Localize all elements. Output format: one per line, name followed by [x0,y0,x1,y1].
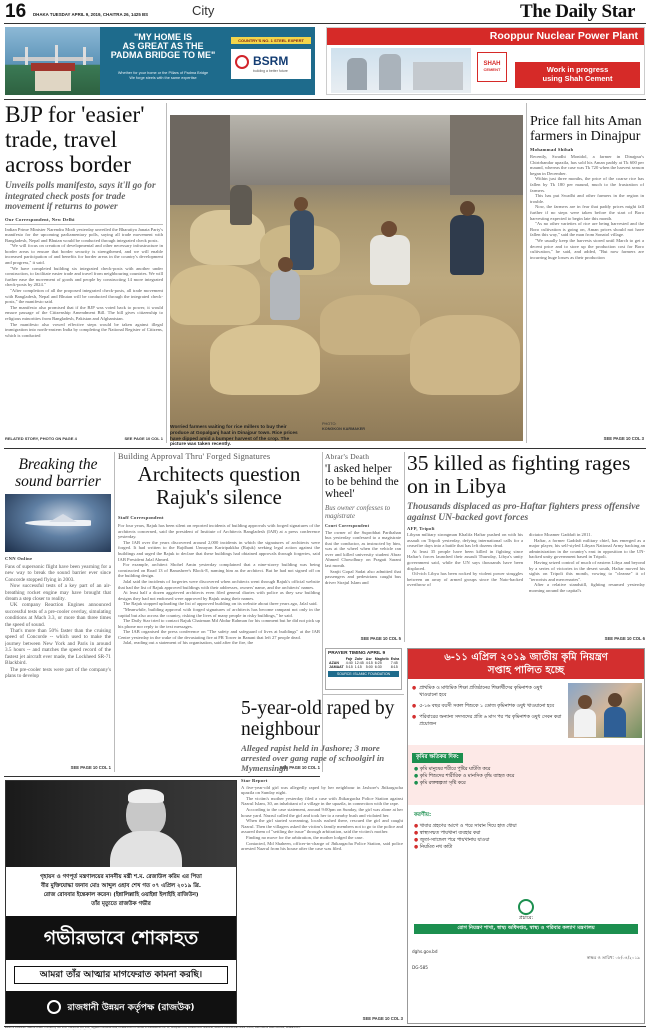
paragraph: Jalal, reading out a statement of his organisation, said after the fire, the [123,640,254,646]
farmer-figure [290,210,314,270]
bjp-headline[interactable]: BJP for 'easier' trade, travel across border [5,103,145,178]
bullet-icon: ● [414,831,420,836]
abrar-headline[interactable]: 'I asked helper to be behind the wheel' [325,463,399,500]
libya-body-col-2 [529,532,645,594]
price-byline: Mohammad Shihab [530,147,574,152]
rajuk-continued-link[interactable]: SEE PAGE 10 COL 1 [279,765,320,770]
paragraph: Fans of supersonic flight have been yearning for a new way to break the sound barrier ever since Concorde stopped flying in 2003. [5,564,111,583]
paragraph: Now successful tests of a key part of an air-breathing rocket engine may have brought that dream a step closer to reality. [5,583,111,603]
bsrm-ad[interactable] [5,27,315,95]
paragraph: For four years, Rajuk has been silent on reported incidents of building approvals with forged signatures of the architects concerned, said the president of Institute of Architects Bangladesh (IAB) at a press conference yesterday. [118,523,320,540]
list-item: ● খাবার গ্রহণের আগে ও পরে সাবান দিয়ে হাত ধোয়া [414,824,517,829]
paragraph: For example, architect Shohel Amin yesterday complained that a nine-storey building was being constructed on Road 13 of Banashree's Block-E, naming him as the architect. But he had not signed off on the building design. [118,562,320,579]
paragraph: The IAB organised the press conference on "The safety and safeguard of lives at buildings" at the IAB Centre yesterday in the wake of the devastating fire at FR Tower in Banani that left 27 people dead. [118,629,320,640]
paragraph: Now, the farmers are in fear that paddy prices might fall further if no steps were taken before the start of Boro harvesting expected to begin late this month. [530,204,644,221]
paragraph: The manifesto also promised that if the BJP was voted back to power, it would ensure passage of the Citizenship Amendment Bill. The bill gives citizenship to religious minorities from Bangladesh, Pakistan and Afghanistan. [5,304,163,321]
table-row: Fajr Zohr Asr Maghrib Esha [345,657,400,661]
related-story-link[interactable]: RELATED STORY, PHOTO ON PAGE 4 [5,436,77,441]
obituary-prayer: আমরা তাঁর আত্মার মাগফেরাত কামনা করছি। [14,966,228,984]
libya-byline: AFP, Tripoli [407,526,435,531]
harm-section [408,745,644,805]
paragraph: Libyan military strongman Khalifa Haftar pushed on with his assault on Tripoli yesterday, defying international calls for a ceasefire days into a battle that has left dozens dead. [407,532,523,549]
list-item: ● কৃমি রক্তস্বল্পতা সৃষ্টি করে [414,781,466,786]
main-photo [170,115,523,441]
rape-deck: Alleged rapist held in Jashore; 3 more arrested over gang rape of schoolgirl in Mymensingh [241,743,385,774]
rape-continued-link[interactable]: SEE PAGE 10 COL 3 [362,1016,403,1021]
continued-link[interactable]: SEE PAGE 10 COL 1 [124,436,163,441]
paragraph: At least 35 people have been killed in fighting since Haftar's forces launched their assault Thursday, Libya's unity government said, while the UN says thousands have been displaced. [407,548,523,571]
bsrm-headline: "MY HOME IS AS GREAT AS THE PADMA BRIDGE TO ME" [110,32,216,60]
rape-headline[interactable]: 5-year-old raped by neighbour [241,698,395,740]
prayer-timing-table [328,657,400,669]
price-continued-link[interactable]: SEE PAGE 10 COL 3 [603,436,644,441]
abrar-byline: Court Correspondent [325,522,370,528]
bridge-graphic [5,27,100,95]
bjp-story [5,103,163,443]
paragraph: Haftar, a former Gaddafi military chief, has emerged as a major player, his self-styled Libyan National Army backing an administration in the country's east in opposition to the UN-backed unity government based in Tripoli. [529,537,645,560]
list-item: ● ৫-১৬ বছর বয়সী সকল শিশুকে ১ ডোজ কৃমিনাশক ওষুধ খাওয়ানো হবে [412,704,555,709]
paragraph: The owner of the Suprobhat Paribahan bus yesterday confessed to a magistrate that the conductor, as instructed by him, was at the wheel when the vehicle ran over and killed university student Abrar Ahmed Chowdhury on Pragati Sarani last month. [325,529,401,569]
rajuk-byline: Staff Correspondent [118,515,164,520]
paragraph: That's more than 50% faster than the cruising speed of Concorde -- which used to make the journey between New York and Paris in around 3.5 hours -- and matches the speed record of the fastest jet aircraft ever made, the Lockheed SR-71 Blackbird. [5,628,111,667]
rape-byline: Star Report [241,777,268,783]
rape-story [241,698,403,1024]
bsrm-logo-icon [235,55,249,69]
paragraph: At least half a dozen aggrieved architects even filed general diaries with police as they saw building designs they had not endorsed were approved by Rajuk using their names. [118,590,320,601]
photo-credit: PHOTO: KONGKON KARMAKER [322,422,366,431]
masthead [0,0,650,24]
section-title: কৃমির ক্ষতিকর দিক: [412,753,463,763]
rajuk-logo-icon [47,1000,61,1014]
bsrm-brand-sub: building a better future [253,69,288,73]
prayer-timing-box [325,648,402,690]
paragraph: "Meanwhile, building approval with forged signatures of architects has become rampant not only in the capital but also across the country, risking the lives of many people in risky buildings," he said. [118,606,320,618]
abrar-kicker: Abrar's Death [325,452,370,461]
bsrm-brand: BSRM [253,54,289,68]
imprint-footer-contact: Tel: 09610222222 Advertisement: 8144330 Fax: 9144332, 58156306 Reg. No. DA 6231 E-mail: editor@thedailystar.net, reporting@thedailystar.net [5,1028,96,1030]
section-label: City [192,3,215,18]
paragraph: Within just three months, the price of the coarse rice has fallen by Tk 180 per maund, much to the frustration of farmers. [530,176,644,193]
paragraph: "We usually keep the harvests stored until March to get a decent price and to store up the production cost for Boro cultivation," he said, and added, "But now farmers are incurring huge losses as their production [530,237,644,260]
rape-body [241,785,403,852]
shah-logo: SHAH CEMENT [477,52,507,82]
prayer-timing-title: PRAYER TIMING APRIL 9 [328,651,386,656]
rajuk-kicker: Building Approval Thru' Forged Signatures [118,452,271,461]
ad-footer [412,949,640,971]
bullet-icon: ● [414,845,420,850]
page-number: 16 [5,1,27,22]
abrar-story [325,452,401,642]
prayer-timing-source: SOURCE: ISLAMIC FOUNDATION [328,671,399,677]
obituary-ad[interactable] [5,780,237,1024]
bsrm-tag: COUNTRY'S NO. 1 STEEL EXPERT [231,37,311,44]
shah-ad-tagline: Work in progress using Shah Cement [515,62,640,88]
govt-health-ad[interactable] [407,648,645,1024]
ad-website-link[interactable]: dghs.gov.bd [412,949,438,954]
bullet-icon: ● [414,781,420,786]
section-title: করণীয়: [414,812,432,818]
shah-ad-title: Rooppur Nuclear Power Plant [327,28,644,45]
rice-sacks [190,210,265,265]
paragraph: Jalal said the incidents of forgeries were discovered when architects went through Rajuk's official website that had the list of Rajuk approved buildings with their addresses, owners' name, and the architects' names. [118,578,320,590]
paragraph: A five-year-old girl was allegedly raped by her neighbour in Jashore's Jhikargacha upazila on Sunday night. [241,784,403,796]
rajuk-body [118,523,320,646]
bjp-byline: Our Correspondent, New Delhi [5,216,75,222]
imprint-footer: Editor & Publisher: Mahfuz Anam. Printed by him from Transcraft Ltd. 229, Tejgaon Industrial Area, Dhaka-1208 on behalf of Mediaworld Ltd. 52, Motijheel C/A, Dhaka-1000. Editorial, News & Commercial Office: 64-65, Kazi Nazrul Islam Avenue, Dhaka-1215. [5,1027,301,1029]
list-item: ● পরিবারের অন্যান্য সদস্যদের প্রতি ৬ মাস পর পর কৃমিনাশক ওষুধ সেবন করা প্রয়োজন [412,715,562,727]
paragraph: "We will focus on creation of developmental and other necessary infrastructure in border areas to ensure that border security is strengthened, and we will enable increased participation of and benefits for border areas in the country's development and progress," it said. [5,243,163,266]
sound-barrier-byline: CNN Online [5,556,33,561]
paragraph: Recently, Swadhi Monidol, a farmer in Dinajpur's Chirirbandar upazila, has sold his Aman paddy at Tk 600 per maund, whereas the case was Tk 720 when the harvest season began in December. [530,154,644,176]
sound-barrier-body [5,564,111,679]
list-item: ● নিয়মিত নখ কাটা [414,845,453,850]
dateline: DHAKA TUESDAY APRIL 9, 2019, CHAITRA 26, 1425 BS [33,12,149,17]
paragraph: The manifesto also vowed effective steps would be taken against illegal immigration into north-eastern India by completing the National Register of Citizens, which is conducted [5,321,163,338]
price-body [530,154,644,260]
abrar-deck: Bus owner confesses to magistrate [325,503,391,520]
paragraph: "We have completed building six integrated check-posts with another under construction, to facilitate easier trade and travel from neighbouring countries. We will further ease the movement of goods and people by constructing 14 more integrated check-posts by 2024." [5,265,163,288]
paragraph: The pre-cooler tests were part of the company's plans to develop [5,666,111,679]
obituary-signature: রাজধানী উন্নয়ন কর্তৃপক্ষ (রাজউক) [6,991,236,1023]
abrar-body [325,530,401,586]
bullet-icon: ● [414,838,420,843]
paragraph: After a relative standstill, fighting resumed yesterday morning around the capital's [529,582,645,593]
paragraph: When the girl started screaming, locals rushed there, rescued the girl and caught Nazrul. Then the villagers asked the victim's family members not to go to the police and assured them of "settling the issue" through arbitration, said the victim's mother. [241,818,403,835]
sound-barrier-headline[interactable]: Breaking the sound barrier [15,456,101,490]
paragraph: UK company Reaction Engines announced successful tests of a pre-cooler overlay, simulating conditions at Mach 3.3, or more than three times the speed of sound. [5,602,111,628]
paragraph: This has put Swadhi and other farmers in the region in trouble. [530,193,644,204]
ad-bullets [412,685,562,728]
todo-section [408,809,644,894]
bjp-deck: Unveils polls manifesto, says it'll go for integrated check posts for trade movement if returns to power [5,181,156,212]
bullet-icon: ● [414,774,420,779]
sound-barrier-story [5,452,111,772]
rajuk-headline[interactable]: Architects question Rajuk's silence [137,462,301,509]
paragraph: According to the case statement, around 9:00pm on Sunday, the girl was alone at her house yard. Nazrul called the girl and took her to a nearby bush and violated her. [241,806,403,818]
abrar-continued-link[interactable]: SEE PAGE 10 COL 5 [360,636,401,641]
paragraph: "As no other varieties of rice are being harvested and the Boro cultivation is going on, Aman prices should not have fallen this way," said the man from Sonatol village. [530,221,644,238]
paragraph: The victim's mother yesterday filed a case with Jhikargacha Police Station against Nazrul Islam, 30, an inhabitant of a village in the upazila, in connection with the rape. [241,795,403,807]
list-item: ● কৃমি শিশুদের শারীরিক ও মানসিক বৃদ্ধি ব্যাহত করে [414,774,515,779]
shah-cement-ad[interactable] [326,27,645,95]
list-item: ● জুতা-স্যান্ডেল পরে পায়খানায় যাওয়া [414,838,490,843]
libya-deck: Thousands displaced as pro-Haftar fighters press offensive against UN-backed govt forces [407,501,640,523]
paragraph: Sanjit Gopal Sadat also admitted that passengers and pedestrians caught bus driver Sirajul Islam and [325,568,401,585]
price-headline[interactable]: Price fall hits Aman farmers in Dinajpur [530,114,642,144]
bsrm-logo-box [231,49,311,79]
caption-text: Worried farmers waiting for rice millers to buy their produce at Gopalganj haat in Dinajpur town. Rice prices have dipped amid a bumper harvest of the crop. The picture was taken recently. [170,425,298,448]
sponsor-logo-icon [518,899,534,915]
paragraph: Finding no move for the arbitration, the mother lodged the case. [246,834,364,840]
table-row: JAMAAT 5:15 1:15 5:00 6:30 8:15 [329,665,398,669]
table-row: AZAN 4:40 12:45 4:15 6:25 7:45 [329,661,398,665]
paragraph: "After completion of all the proposed integrated check-posts, all trade movement with Bangladesh, Nepal and Bhutan will be conducted through the integrated check-posts," the manifesto said. [5,288,163,305]
libya-body-col-1 [407,532,523,588]
libya-headline[interactable]: 35 killed as fighting rages on in Libya [407,452,631,498]
bullet-icon: ● [414,767,420,772]
paragraph: The Daily Star tried to contact Rajuk Chairman Md Abdur Rahman for his comment but he did not pick up his phone nor reply to the text messages. [118,618,320,629]
paragraph: The IAB over the years discovered around 2,000 incidents in which the signatures of architects were forged. It had written to the Rajdhani Unnayan Kartripakkha (Rajuk) seeking legal action against the buildings and urged the Rajuk to declare that these buildings had obtained approvals through forgeries, said IAB President Jalal Ahmed. [118,539,320,562]
jet-photo [5,494,111,552]
sound-barrier-continued-link[interactable]: SEE PAGE 10 COL 1 [70,765,111,770]
bullet-icon: ● [412,686,417,691]
portrait-photo [6,781,236,867]
paragraph: Oil-rich Libya has been rocked by violent power struggles between an array of armed groups since the Nato-backed overthrow of [407,571,523,588]
paragraph: dictator Moamer Gaddafi in 2011. [529,532,592,537]
logo: The Daily Star [520,1,636,22]
paragraph: The Rajuk stopped uploading the list of approved building on its website about three years ago, Jalal said. [123,601,318,607]
bsrm-subline: Whether for your home or the Pillars of Padma Bridge We forge steels with the same expertise [117,71,209,80]
obituary-banner: গভীরভাবে শোকাহত [6,916,236,960]
bullet-icon: ● [412,715,417,720]
bullet-icon: ● [414,824,420,829]
list-item: ● প্রাথমিক ও মাধ্যমিক শিক্ষা প্রতিষ্ঠানের শিক্ষার্থীদের কৃমিনাশক ওষুধ খাওয়ানো হবে [412,686,543,698]
ad-header: ৬-১১ এপ্রিল ২০১৯ জাতীয় কৃমি নিয়ন্ত্রণ সপ্তাহ পালিত হচ্ছে [408,649,644,679]
paragraph: Contacted, Md Shaheen, officer-in-charge of Jhikargacha Police Station, said police arrested Nazrul from his house after the case was filed. [241,840,403,852]
ad-signer: স্বাক্ষর ও তারিখ: ০৮/০৪/২০১৯ [586,955,640,960]
libya-continued-link[interactable]: SEE PAGE 10 COL 6 [604,636,645,641]
obituary-text: গৃহায়ন ও গণপূর্ত মন্ত্রণালয়ের মাননীয় মন্ত্রী শ.ম. রেজাউল করিম এর পিতা বীর মুক্তিযোদ্ধা জনাব মোঃ আব্দুল ওহাব শেখ গত ০৭ এপ্রিল ২০১৯ খ্রি. রোজ রোববার ইন্তেকাল করেন। (ইন্নালিল্লাহি ওয়াইন্না ইলাইহি রাজিউন) তাঁর মৃত্যুতে রাজউক গভীর [40,874,202,907]
sponsor-section: প্রচারে: রোগ নিয়ন্ত্রণ শাখা, স্বাস্থ্য অধিদপ্তর, স্বাস্থ্য ও পরিবার কল্যাণ মন্ত্রণালয় [408,899,644,939]
bjp-body [5,227,163,339]
power-plant-graphic [331,48,471,93]
price-story [530,114,644,444]
libya-story [407,452,645,642]
list-item: ● স্বাস্থ্যসম্মত পায়খানা ব্যবহার করা [414,831,481,836]
ad-code: DG-585 [412,965,428,970]
paragraph: Indian Prime Minister Narendra Modi yesterday unveiled the Bharatiya Janata Party's manifesto for the upcoming parliamentary polls, saying all trade movement with Bangladesh, Nepal and Bhutan would be conducted through integrated check posts. [5,226,163,243]
children-photo [568,683,642,738]
bullet-icon: ● [412,704,417,709]
bjp-footer [5,436,163,442]
list-item: ● কৃমি মানুষের শরীরে পুষ্টির ঘাটতি করে [414,767,491,772]
paragraph: Having seized control of much of eastern Libya and beyond by a series of victories in the desert south, Haftar moved his sights on Tripoli this month, vowing to "cleanse" it of "terrorists and mercenaries". [529,559,645,582]
